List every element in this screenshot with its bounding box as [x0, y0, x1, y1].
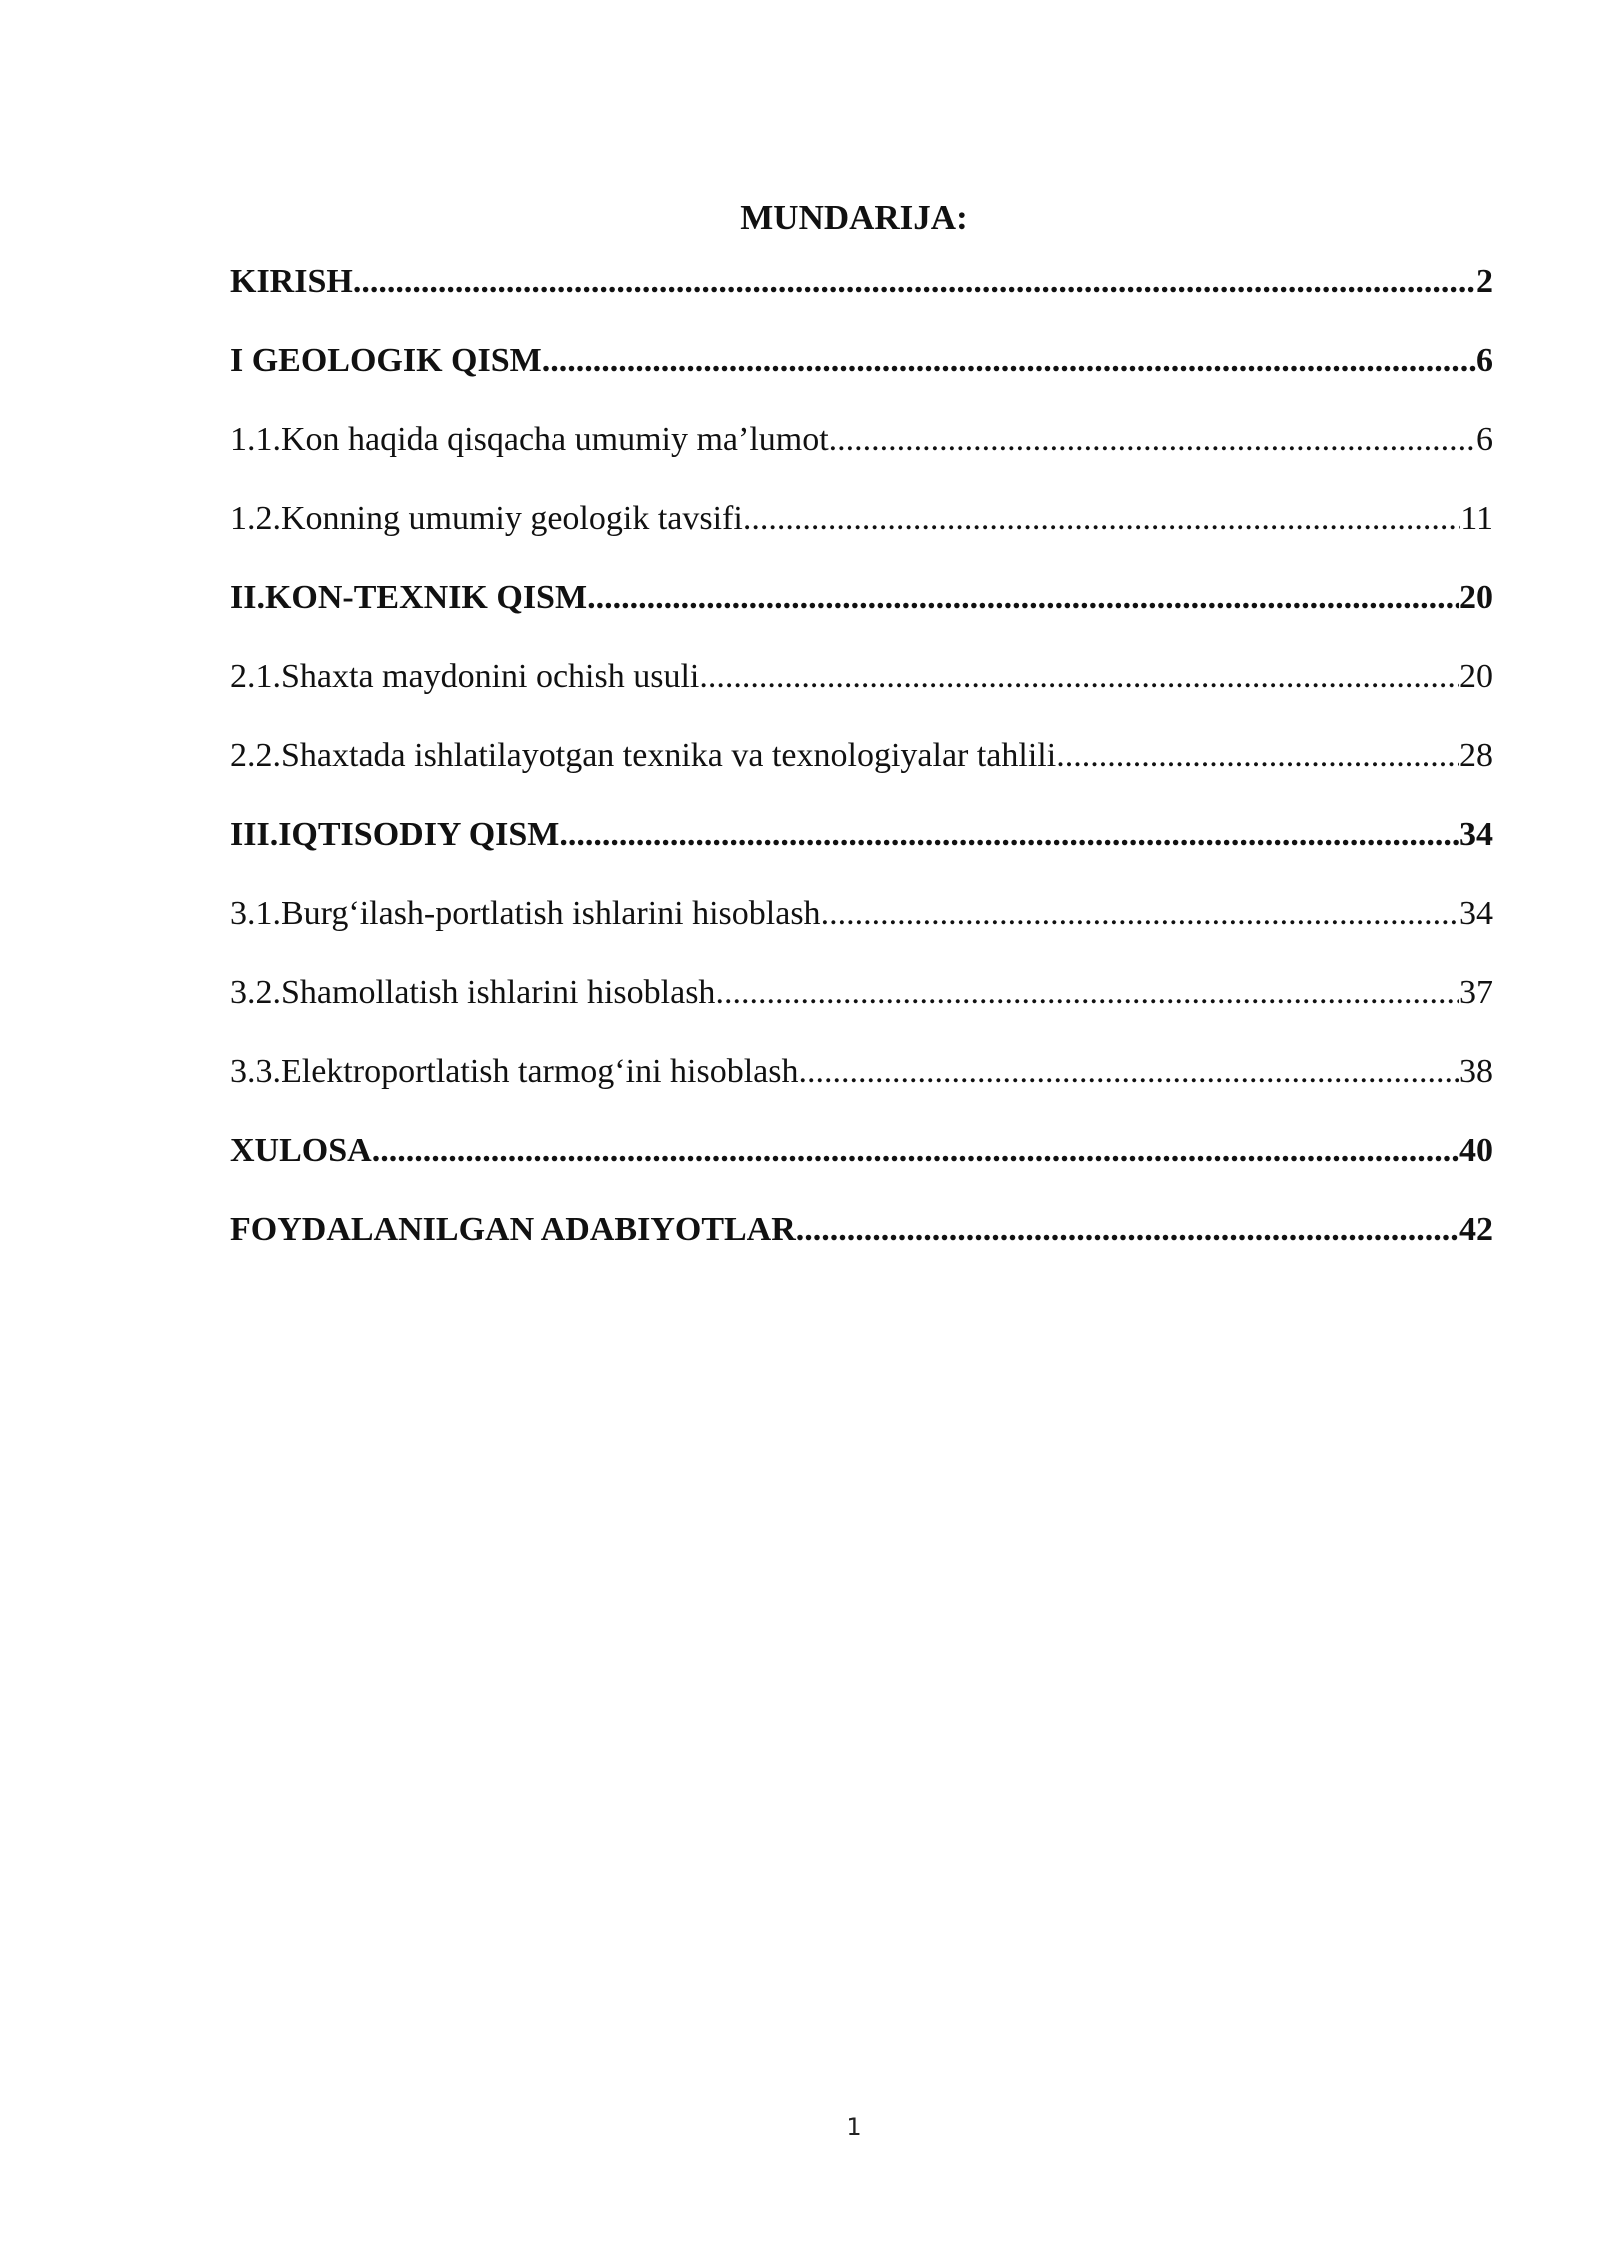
toc-entry: [230, 890, 1493, 969]
toc-entry-page: 2: [1476, 263, 1493, 300]
dot-leader: [743, 495, 1460, 543]
toc-entry: [230, 416, 1493, 495]
toc-entry-page: 37: [1459, 974, 1493, 1011]
toc-entry-label: III.IQTISODIY QISM: [230, 816, 560, 853]
toc-entry-label: XULOSA: [230, 1132, 372, 1169]
toc-entry: [230, 1048, 1493, 1127]
toc-entry-page: 28: [1459, 737, 1493, 774]
toc-entry: [230, 732, 1493, 811]
toc-entry-label: 2.2.Shaxtada ishlatilayotgan texnika va texnologiyalar tahlili: [230, 737, 1057, 774]
dot-leader: [699, 653, 1459, 701]
dot-leader: [715, 969, 1459, 1017]
dot-leader: [542, 337, 1476, 385]
toc-entry: [230, 653, 1493, 732]
toc-entry-label: 3.3.Elektroportlatish tarmog‘ini hisoblash: [230, 1053, 799, 1090]
toc-entry: [230, 1206, 1493, 1285]
toc-entry: [230, 258, 1493, 337]
toc-entry-page: 6: [1476, 421, 1493, 458]
toc-entry-label: 1.2.Konning umumiy geologik tavsifi: [230, 500, 743, 537]
dot-leader: [1056, 732, 1459, 780]
toc-entry: [230, 969, 1493, 1048]
toc-entry-page: 34: [1459, 816, 1493, 853]
toc-entry-label: II.KON-TEXNIK QISM: [230, 579, 588, 616]
toc-entry-page: 34: [1459, 895, 1493, 932]
toc-entry-page: 42: [1459, 1211, 1493, 1248]
table-of-contents: [230, 258, 1493, 1285]
toc-entry: [230, 1127, 1493, 1206]
toc-entry-page: 20: [1459, 658, 1493, 695]
toc-entry-page: 38: [1459, 1053, 1493, 1090]
toc-entry: [230, 811, 1493, 890]
toc-entry-label: 1.1.Kon haqida qisqacha umumiy ma’lumot: [230, 421, 829, 458]
toc-entry-page: 11: [1460, 500, 1493, 537]
toc-entry-label: I GEOLOGIK QISM: [230, 342, 542, 379]
toc-entry-label: 3.1.Burg‘ilash-portlatish ishlarini hisoblash: [230, 895, 821, 932]
dot-leader: [372, 1127, 1459, 1175]
dot-leader: [821, 890, 1459, 938]
toc-entry-page: 40: [1459, 1132, 1493, 1169]
toc-entry-label: 3.2.Shamollatish ishlarini hisoblash: [230, 974, 716, 1011]
toc-title: MUNDARIJA:: [740, 198, 968, 237]
toc-entry-page: 6: [1476, 342, 1493, 379]
page-number: 1: [846, 2113, 862, 2141]
dot-leader: [353, 258, 1476, 306]
dot-leader: [798, 1048, 1459, 1096]
toc-entry: [230, 495, 1493, 574]
toc-entry-label: 2.1.Shaxta maydonini ochish usuli: [230, 658, 700, 695]
dot-leader: [587, 574, 1459, 622]
toc-entry-label: FOYDALANILGAN ADABIYOTLAR: [230, 1211, 796, 1248]
toc-entry: [230, 337, 1493, 416]
toc-entry-page: 20: [1459, 579, 1493, 616]
toc-entry-label: KIRISH: [230, 263, 353, 300]
dot-leader: [559, 811, 1459, 859]
dot-leader: [829, 416, 1476, 464]
dot-leader: [796, 1206, 1459, 1254]
toc-entry: [230, 574, 1493, 653]
